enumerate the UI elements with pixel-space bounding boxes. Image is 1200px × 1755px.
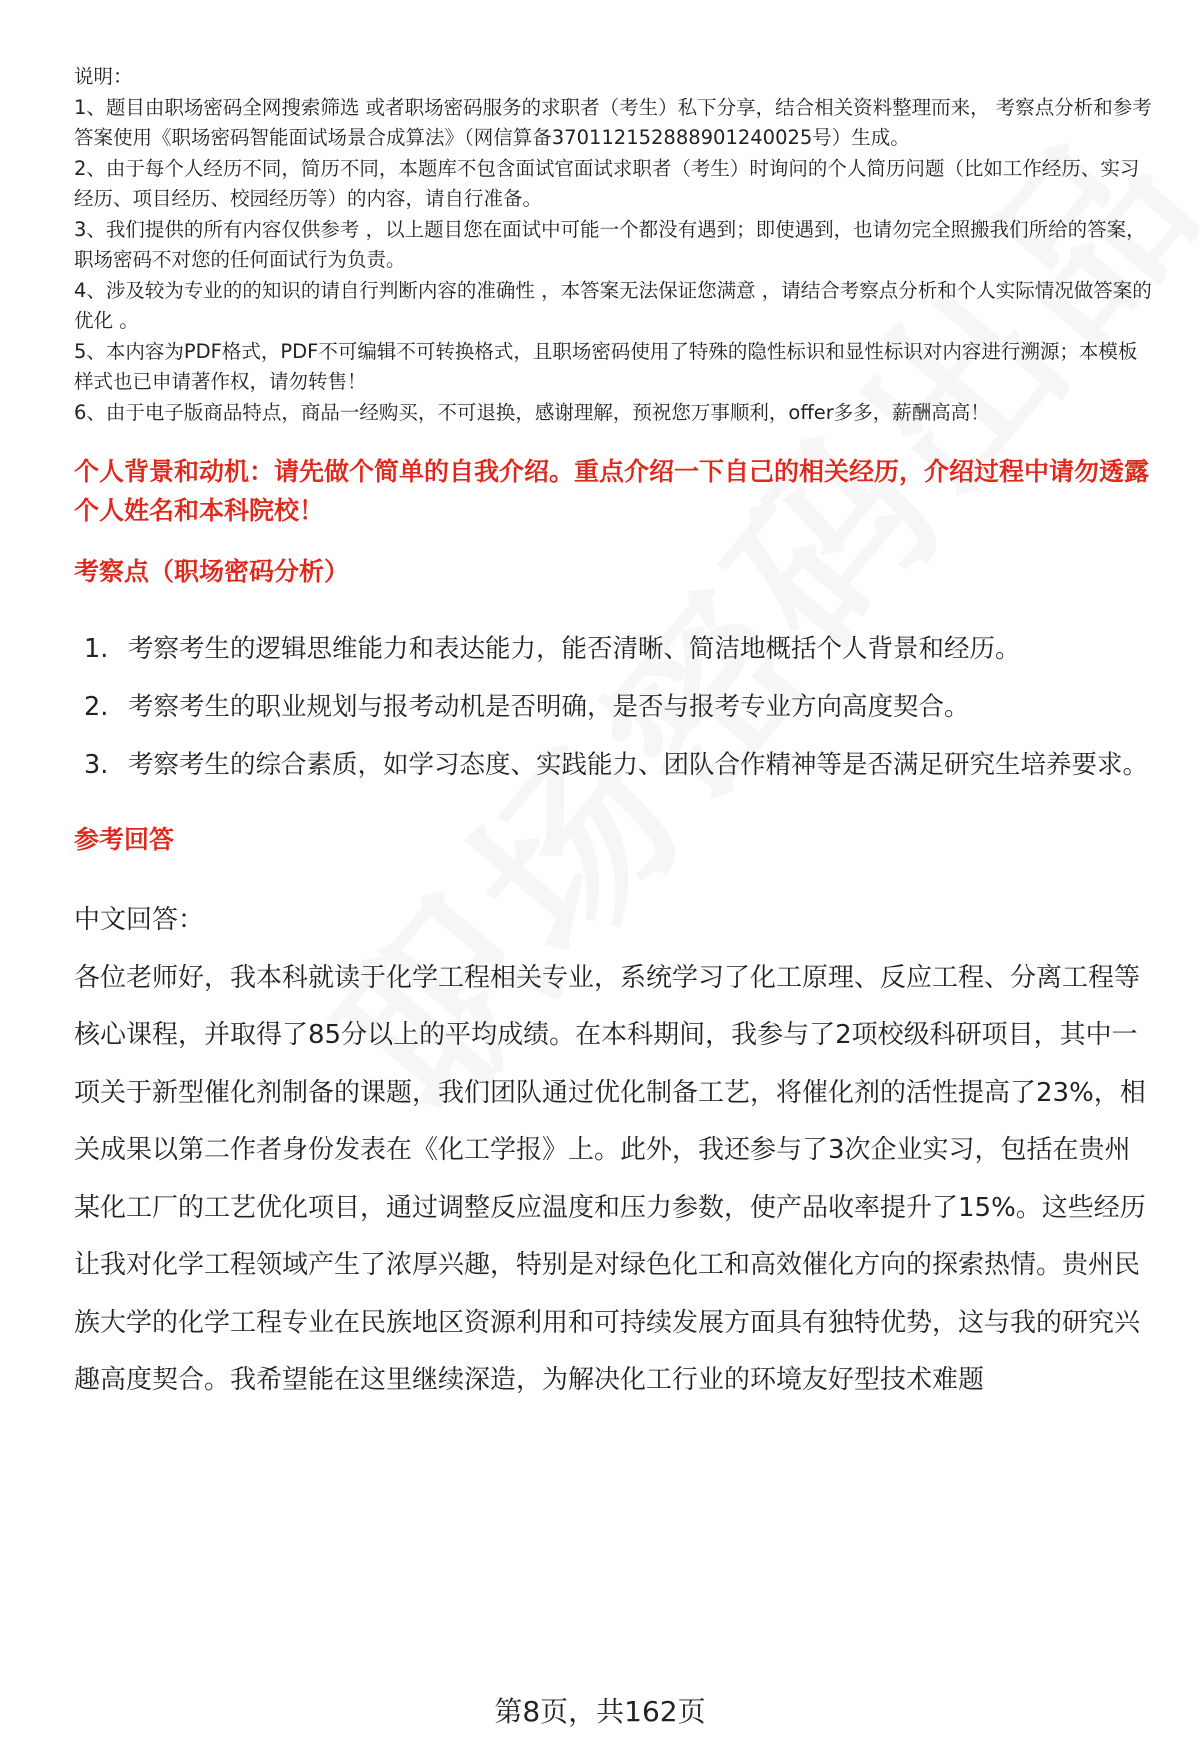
notes-item-4: 4、涉及较为专业的的知识的请自行判断内容的准确性 ，本答案无法保证您满意 ，请结合考察点分析和个人实际情况做答案的优化 。 (74, 278, 1152, 332)
point-text: 考察考生的逻辑思维能力和表达能力，能否清晰、简洁地概括个人背景和经历。 (128, 634, 1021, 664)
reference-heading: 参考回答 (74, 825, 175, 854)
page-content (74, 62, 1154, 1410)
point-number: 3. (84, 750, 109, 780)
notes-item-2: 2、由于每个人经历不同，简历不同，本题库不包含面试官面试求职者（考生）时询问的个人简历问题（比如工作经历、实习经历、项目经历、校园经历等）的内容，请自行准备。 (74, 156, 1140, 210)
reference-answer (74, 892, 1154, 1410)
point-text: 考察考生的综合素质，如学习态度、实践能力、团队合作精神等是否满足研究生培养要求。 (128, 750, 1149, 780)
point-number: 1. (84, 634, 109, 664)
notes-item-6: 6、由于电子版商品特点，商品一经购买，不可退换，感谢理解，预祝您万事顺利，offer多多，薪酬高高！ (74, 400, 990, 424)
notes-item-5: 5、本内容为PDF格式，PDF不可编辑不可转换格式，且职场密码使用了特殊的隐性标识和显性标识对内容进行溯源；本模板样式也已申请著作权，请勿转售！ (74, 339, 1138, 393)
analysis-points (74, 620, 1154, 794)
analysis-heading: 考察点（职场密码分析） (74, 557, 350, 586)
notes-item-3: 3、我们提供的所有内容仅供参考 ，以上题目您在面试中可能一个都没有遇到；即使遇到，也请勿完全照搬我们所给的答案，职场密码不对您的任何面试行为负责。 (74, 217, 1146, 271)
question-title: 个人背景和动机：请先做个简单的自我介绍。重点介绍一下自己的相关经历，介绍过程中请勿透露个人姓名和本科院校！ (74, 457, 1150, 525)
answer-label: 中文回答： (74, 905, 205, 935)
point-text: 考察考生的职业规划与报考动机是否明确，是否与报考专业方向高度契合。 (128, 692, 970, 722)
analysis-point (74, 678, 1154, 736)
page-number: 第8页，共162页 (494, 1695, 706, 1728)
notes-section (74, 62, 1154, 428)
notes-title: 说明： (74, 65, 133, 88)
answer-text: 各位老师好，我本科就读于化学工程相关专业，系统学习了化工原理、反应工程、分离工程等核心课程，并取得了85分以上的平均成绩。在本科期间，我参与了2项校级科研项目，其中一项关于新型催化剂制备的课题，我们团队通过优化制备工艺，将催化剂的活性提高了23%，相关成果以第二作者身份发表在《化工学报》上。此外，我还参与了3次企业实习，包括在贵州某化工厂的工艺优化项目，通过调整反应温度和压力参数，使产品收率提升了15%。这些经历让我对化学工程领域产生了浓厚兴趣，特别是对绿色化工和高效催化方向的探索热情。贵州民族大学的化学工程专业在民族地区资源利用和可持续发展方面具有独特优势，这与我的研究兴趣高度契合。我希望能在这里继续深造，为解决化工行业的环境友好型技术难题 (74, 962, 1146, 1395)
analysis-point (74, 736, 1154, 794)
point-number: 2. (84, 692, 109, 722)
notes-item-1: 1、题目由职场密码全网搜索筛选 或者职场密码服务的求职者（考生）私下分享，结合相关资料整理而来， 考察点分析和参考答案使用《职场密码智能面试场景合成算法》（网信算备370112152888901240025号）生成。 (74, 95, 1152, 149)
analysis-point (74, 620, 1154, 678)
